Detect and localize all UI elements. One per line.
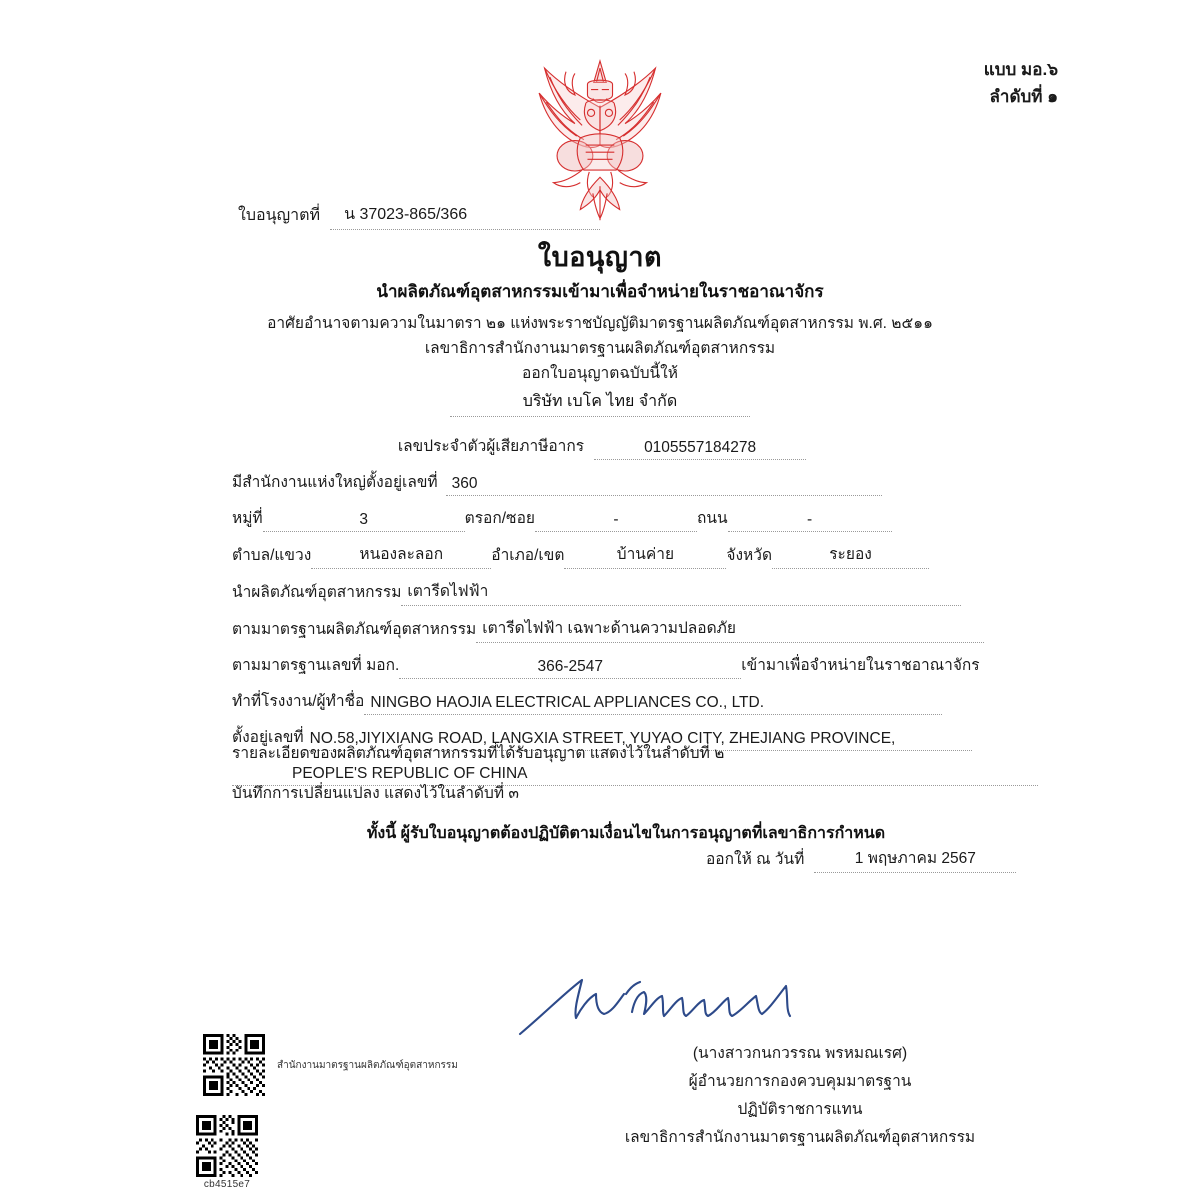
tambon-label: ตำบล/แขวง [232,547,312,564]
license-number-value: น 37023-865/366 [330,202,600,230]
license-holder-name: บริษัท เบโค ไทย จำกัด [450,389,750,417]
form-code-block [984,56,1058,110]
qr-code-main-caption: สำนักงานมาตรฐานผลิตภัณฑ์อุตสาหกรรม [277,1059,458,1071]
factory-row [232,688,972,715]
form-fields [232,433,980,795]
issue-date-row [706,845,1016,873]
standard-label: ตามมาตรฐานผลิตภัณฑ์อุตสาหกรรม [232,621,477,638]
headquarters-value: 360 [446,475,882,496]
standard-number-row [232,652,980,679]
form-sequence: ลำดับที่ ๑ [989,87,1058,106]
product-detail-note: รายละเอียดของผลิตภัณฑ์อุตสาหกรรมที่ได้รับอนุญาต แสดงไว้ในลำดับที่ ๒ [232,745,725,762]
document-subtitle: นำผลิตภัณฑ์อุตสาหกรรมเข้ามาเพื่อจำหน่ายในราชอาณาจักร [376,282,824,301]
grant-line: ออกใบอนุญาตฉบับนี้ให้ [522,365,678,382]
headquarters-label: มีสำนักงานแห่งใหญ่ตั้งอยู่เลขที่ [232,474,438,491]
standard-value: เตารีดไฟฟ้า เฉพาะด้านความปลอดภัย [476,615,984,643]
legal-basis-line: อาศัยอำนาจตามความในมาตรา ๒๑ แห่งพระราชบัญญัติมาตรฐานผลิตภัณฑ์อุตสาหกรรม พ.ศ. ๒๕๑๑ [267,315,933,332]
page-title: ใบอนุญาต [537,242,663,272]
notes-section [232,742,972,846]
tax-id-value: 0105557184278 [594,439,806,460]
province-label: จังหวัด [726,547,773,564]
standard-number-label: ตามมาตรฐานเลขที่ มอก. [232,657,400,674]
product-value: เตารีดไฟฟ้า [401,578,961,606]
qr-code-secondary-label: cb4515e7 [203,1179,251,1190]
subdistrict-district-province-row [232,541,972,569]
tambon-value: หนองละลอก [311,541,491,569]
signature-block [520,1040,1080,1152]
change-record-note: บันทึกการเปลี่ยนแปลง แสดงไว้ในลำดับที่ ๓ [232,785,519,802]
soi-value: - [535,511,697,532]
qr-code-secondary-group[interactable] [196,1115,258,1190]
product-row [232,578,972,606]
qr-code-main-group[interactable] [203,1034,458,1096]
soi-label: ตรอก/ซอย [464,510,535,527]
title-block [0,240,1200,417]
factory-address-line2: PEOPLE'S REPUBLIC OF CHINA [232,765,1038,786]
headquarters-row [232,469,972,496]
moo-value: 3 [263,511,465,532]
moo-soi-road-row [232,505,972,532]
tax-id-row [232,433,972,460]
standard-row [232,615,972,643]
product-label: นำผลิตภัณฑ์อุตสาหกรรม [232,584,402,601]
issue-date-label: ออกให้ ณ วันที่ [706,851,805,868]
tax-id-label: เลขประจำตัวผู้เสียภาษีอากร [397,438,585,455]
signature-ink [508,972,868,1040]
license-number-label: ใบอนุญาตที่ [238,207,321,224]
road-label: ถนน [696,510,728,527]
factory-address-label: ตั้งอยู่เลขที่ [232,729,304,746]
qr-code-main[interactable] [203,1034,265,1096]
moo-label: หมู่ที่ [232,510,263,527]
factory-label: ทำที่โรงงาน/ผู้ทำชื่อ [232,693,365,710]
amphoe-label: อำเภอ/เขต [491,547,565,564]
signatory-acting: ปฏิบัติราชการแทน [737,1101,863,1118]
factory-address-line1: NO.58,JIYIXIANG ROAD, LANGXIA STREET, YUYAO CITY, ZHEJIANG PROVINCE, [304,730,972,751]
signatory-name: (นางสาวกนกวรรณ พรหมณเรศ) [692,1045,908,1062]
form-code: แบบ มอ.๖ [983,60,1058,79]
amphoe-value: บ้านค่าย [564,541,726,569]
qr-code-secondary[interactable] [196,1115,258,1177]
factory-value: NINGBO HAOJIA ELECTRICAL APPLIANCES CO., LTD. [364,694,942,715]
issuer-line: เลขาธิการสำนักงานมาตรฐานผลิตภัณฑ์อุตสาหกรรม [424,340,776,357]
signatory-position: ผู้อำนวยการกองควบคุมมาตรฐาน [688,1073,912,1090]
signatory-authority: เลขาธิการสำนักงานมาตรฐานผลิตภัณฑ์อุตสาหกรรม [624,1129,976,1146]
road-value: - [728,511,892,532]
province-value: ระยอง [772,541,929,569]
standard-number-suffix: เข้ามาเพื่อจำหน่ายในราชอาณาจักร [741,657,980,674]
condition-statement: ทั้งนี้ ผู้รับใบอนุญาตต้องปฏิบัติตามเงื่อนไขในการอนุญาตที่เลขาธิการกำหนด [366,825,886,842]
license-number-row [238,202,600,230]
issue-date-value: 1 พฤษภาคม 2567 [814,845,1016,873]
standard-number-value: 366-2547 [399,658,741,679]
garuda-emblem [510,52,690,222]
